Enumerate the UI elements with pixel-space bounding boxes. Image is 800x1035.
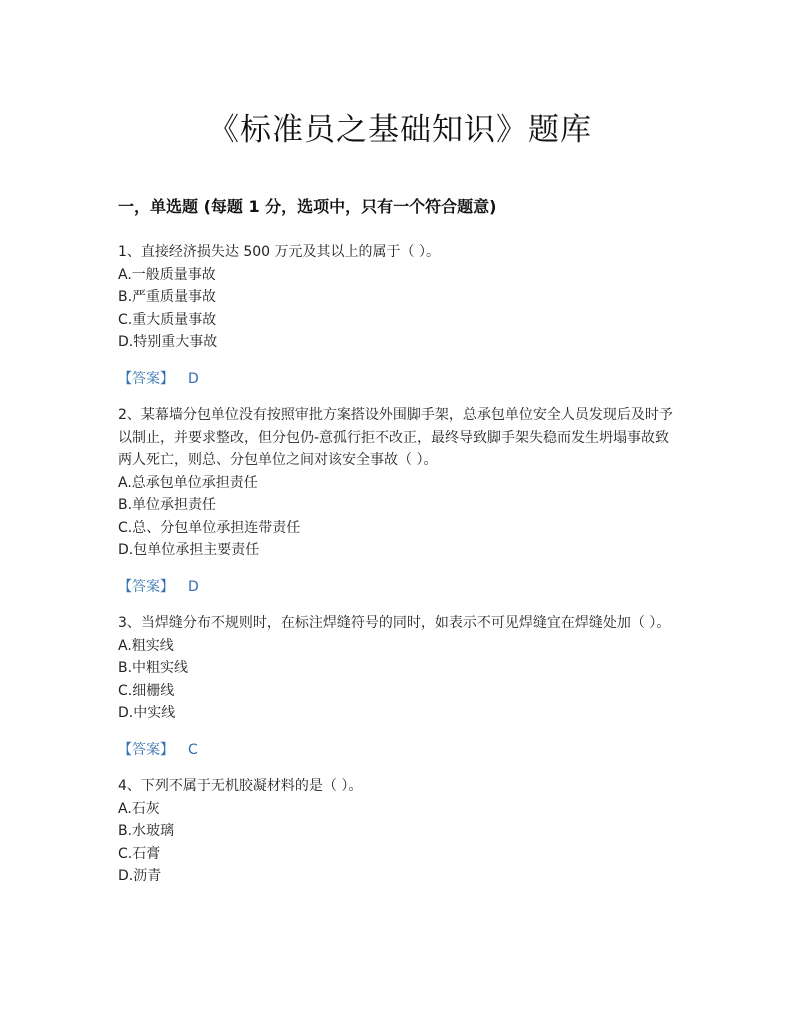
document-title: 《标准员之基础知识》题库	[208, 112, 592, 148]
answer-tag: 【答案】	[118, 741, 174, 758]
answer-value: D	[188, 370, 199, 387]
option-c: C.细栅线	[118, 682, 175, 699]
question-2	[118, 404, 678, 598]
option-c: C.重大质量事故	[118, 311, 217, 328]
option-b: B.严重质量事故	[118, 289, 217, 305]
question-stem: 2、某幕墙分包单位没有按照审批方案搭设外围脚手架，总承包单位安全人员发现后及时予以制止，并要求整改，但分包仍-意孤行拒不改正，最终导致脚手架失稳而发生坍塌事故致两人死亡，则总、分包单位之间对该安全事故（ ）。	[118, 407, 673, 468]
option-d: D.包单位承担主要责任	[118, 542, 260, 558]
answer-tag: 【答案】	[118, 370, 174, 387]
option-b: B.水玻璃	[118, 823, 175, 839]
option-d: D.沥青	[118, 868, 162, 884]
option-c: C.石膏	[118, 845, 161, 862]
option-b: B.单位承担责任	[118, 497, 217, 513]
section-heading: 一，单选题 (每题 1 分，选项中，只有一个符合题意)	[118, 197, 497, 216]
option-c: C.总、分包单位承担连带责任	[118, 519, 301, 536]
question-stem: 4、下列不属于无机胶凝材料的是（ ）。	[118, 778, 363, 794]
answer-line	[118, 739, 678, 762]
question-stem: 1、直接经济损失达 500 万元及其以上的属于（ ）。	[118, 244, 440, 260]
question-3	[118, 612, 678, 761]
option-a: A.石灰	[118, 800, 160, 817]
option-d: D.中实线	[118, 705, 176, 721]
option-a: A.总承包单位承担责任	[118, 474, 258, 491]
question-4	[118, 775, 678, 888]
answer-value: C	[188, 741, 198, 758]
option-a: A.一般质量事故	[118, 266, 216, 283]
question-stem: 3、当焊缝分布不规则时，在标注焊缝符号的同时，如表示不可见焊缝宜在焊缝处加（ ）。	[118, 615, 671, 631]
answer-tag: 【答案】	[118, 578, 174, 595]
option-a: A.粗实线	[118, 637, 174, 654]
answer-line	[118, 368, 678, 391]
question-list	[118, 241, 678, 888]
question-1	[118, 241, 678, 390]
answer-value: D	[188, 578, 199, 595]
answer-line	[118, 576, 678, 599]
option-b: B.中粗实线	[118, 660, 189, 676]
option-d: D.特别重大事故	[118, 334, 218, 350]
